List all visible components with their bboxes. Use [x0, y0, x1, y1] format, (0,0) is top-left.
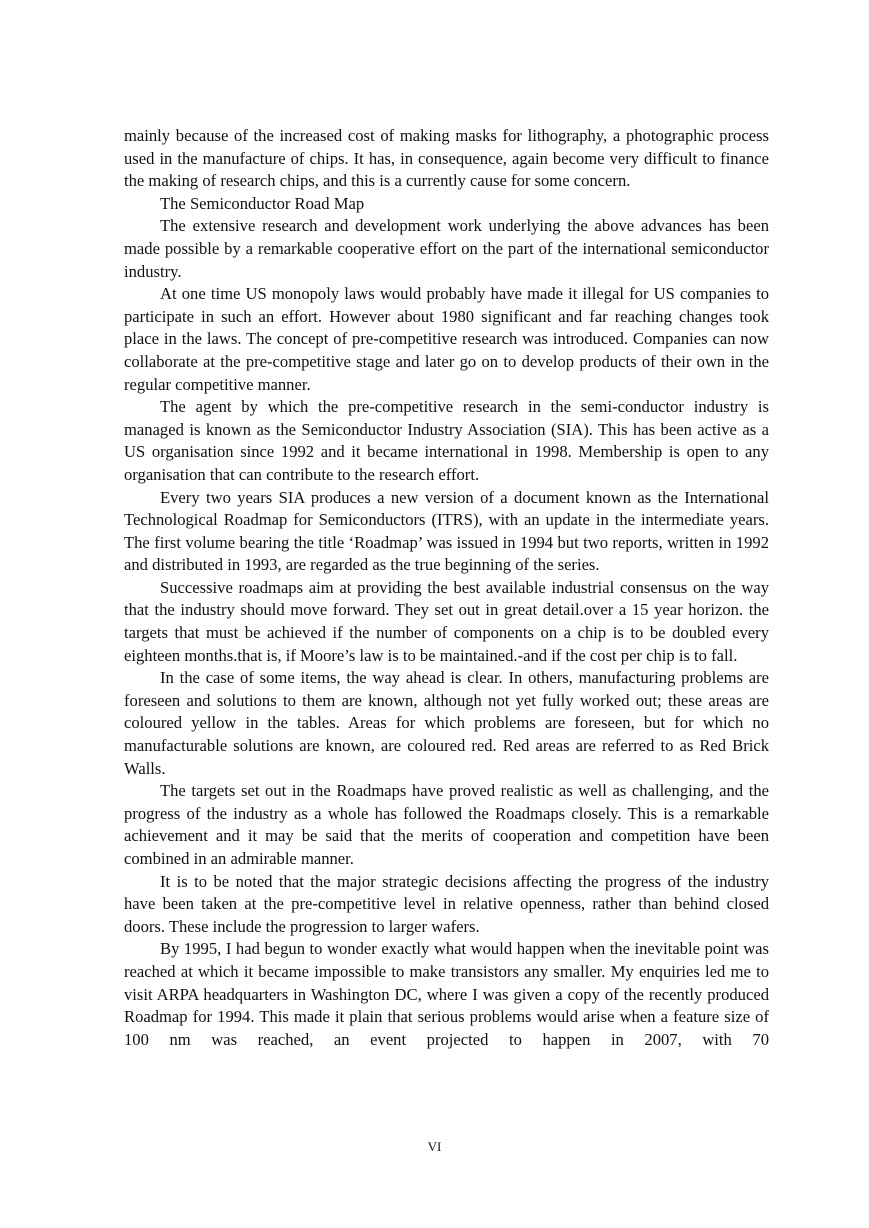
paragraph-5: Successive roadmaps aim at providing the best available industrial consensus on the way that the industry should move forward. They set out in great detail.over a 15 year horizon. the targets that must be achieved if the number of components on a chip is to be doubled every eighteen months.that is, if Moore’s law is to be maintained.-and if the cost per chip is to fall. — [124, 577, 769, 665]
paragraph-4: Every two years SIA produces a new version of a document known as the International Technological Roadmap for Semiconductors (ITRS), with an update in the intermediate years. The first volume bearing the title ‘Roadmap’ was issued in 1994 but two reports, written in 1992 and distributed in 1993, are regarded as the true beginning of the series. — [124, 487, 769, 575]
paragraph-3: The agent by which the pre-competitive research in the semi-conductor industry is managed is known as the Semiconductor Industry Association (SIA). This has been active as a US organisation since 1992 and it became international in 1998. Membership is open to any organisation that can contribute to the research effort. — [124, 397, 769, 484]
paragraph-7: The targets set out in the Roadmaps have proved realistic as well as challenging, and the progress of the industry as a whole has followed the Roadmaps closely. This is a remarkable achievement and it may be said that the merits of cooperation and competition have been combined in an admirable manner. — [124, 781, 769, 868]
section-heading: The Semiconductor Road Map — [160, 193, 365, 213]
paragraph-2: At one time US monopoly laws would probably have made it illegal for US companies to participate in such an effort. However about 1980 significant and far reaching changes took place in the laws. The concept of pre-competitive research was introduced. Companies can now collaborate at the pre-competitive stage and later go on to develop products of their own in the regular competitive manner. — [124, 284, 769, 394]
paragraph-9: By 1995, I had begun to wonder exactly what would happen when the inevitable point was reached at which it became impossible to make transistors any smaller. My enquiries led me to visit ARPA headquarters in Washington DC, where I was given a copy of the recently produced Roadmap for 1994. This made it plain that serious problems would arise when a feature size of 100 nm was reached, an event projected to happen in 2007, with 70 — [124, 939, 769, 1049]
page-number: VI — [427, 1139, 442, 1154]
opening-paragraph: mainly because of the increased cost of making masks for lithography, a photographic process used in the manufacture of chips. It has, in consequence, again become very difficult to finance the making of research chips, and this is a currently cause for some concern. — [124, 126, 769, 191]
paragraph-1: The extensive research and development work underlying the above advances has been made possible by a remarkable cooperative effort on the part of the international semiconductor industry. — [124, 216, 769, 281]
paragraph-8: It is to be noted that the major strategic decisions affecting the progress of the industry have been taken at the pre-competitive level in relative openness, rather than behind closed doors. These include the progression to larger wafers. — [124, 871, 769, 936]
paragraph-6: In the case of some items, the way ahead is clear. In others, manufacturing problems are foreseen and solutions to them are known, although not yet fully worked out; these areas are coloured yellow in the tables. Areas for which problems are foreseen, but for which no manufacturable solutions are known, are coloured red. Red areas are referred to as Red Brick Walls. — [124, 668, 769, 778]
page-body-text — [124, 125, 769, 1051]
